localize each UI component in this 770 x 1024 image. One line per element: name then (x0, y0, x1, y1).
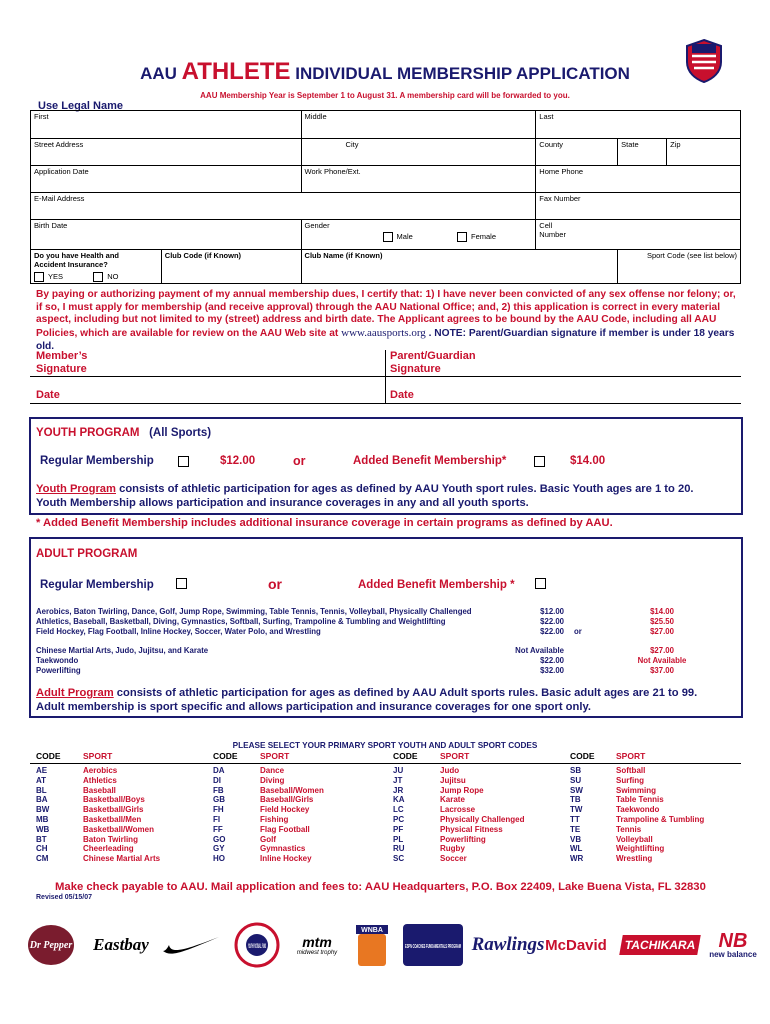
sport-code: PC (393, 815, 405, 824)
sport-name: Basketball/Boys (83, 795, 145, 805)
sport-code: FH (213, 805, 224, 815)
wnba-text: WNBA (361, 927, 383, 934)
parent-signature-label: Parent/Guardian Signature (390, 350, 476, 375)
sport-codes-table (30, 751, 741, 864)
adult-regular-checkbox[interactable] (176, 578, 187, 589)
sport-name: Softball (616, 766, 646, 775)
sport-name: Wrestling (616, 854, 653, 864)
sport-name: Surfing (616, 775, 644, 785)
youth-football-fund-logo (233, 925, 281, 965)
sport-name: Basketball/Men (83, 815, 142, 824)
youth-added-price: $14.00 (570, 455, 606, 467)
sport-code: JU (393, 766, 404, 775)
sport-code: JR (393, 785, 404, 795)
member-signature-line[interactable] (30, 376, 385, 377)
sport-code: HO (213, 854, 225, 864)
adult-price-list: Aerobics, Baton Twirling, Dance, Golf, Jump Rope, Swimming, Table Tennis, Tennis, Volleyball, Physically Challenged Athletics, Baseball, Basketball, Diving, Gymnastics, Softball, Surfing, Trampoline & Tumbling and Weightlifting Field Hockey, Flag Football, Inline Hockey, Soccer, Water Polo, and Wrestling (36, 607, 472, 636)
title-pre: AAU (140, 64, 177, 83)
parent-signature-line[interactable] (386, 376, 741, 377)
fax-field[interactable]: Fax Number (536, 193, 741, 220)
sport-code: DI (213, 775, 221, 785)
sport-code-field[interactable]: Sport Code (see list below) (618, 250, 741, 284)
sport-code: TT (570, 815, 580, 824)
sport-name: Golf (260, 834, 276, 844)
espn-text: ESPN COACHES FUNDAMENTALS PROGRAM (405, 944, 462, 950)
member-signature-label: Member’s Signature (36, 350, 88, 375)
adult-added-prices-2: $27.00 Not Available $37.00 (637, 646, 687, 675)
sport-code: JT (393, 775, 403, 785)
sport-name: Volleyball (616, 834, 653, 844)
sport-name: Judo (440, 766, 460, 775)
sport-name: Trampoline & Tumbling (616, 815, 705, 824)
city-field[interactable]: City (301, 139, 536, 166)
sport-code: SW (570, 785, 583, 795)
sport-code: CH (36, 844, 48, 854)
application-date-field[interactable]: Application Date (31, 166, 302, 193)
sport-code: BT (36, 834, 47, 844)
eastbay-logo: Eastbay (93, 935, 149, 954)
sport-codes-heading: PLEASE SELECT YOUR PRIMARY SPORT YOUTH AND ADULT SPORT CODES (232, 741, 538, 750)
aau-seal-logo (684, 38, 724, 84)
sport-name: Rugby (440, 844, 465, 854)
sport-name: Lacrosse (440, 805, 476, 815)
sport-name: Field Hockey (260, 805, 310, 815)
sport-name: Athletics (83, 775, 117, 785)
state-field[interactable]: State (618, 139, 667, 166)
sport-code: SU (570, 775, 582, 785)
sport-name: Jump Rope (440, 785, 484, 795)
nike-swoosh-icon (160, 925, 222, 965)
sport-name: Weightlifting (616, 844, 665, 854)
adult-regular-prices-2: Not Available $22.00 $32.00 (515, 646, 564, 675)
sport-code: BL (36, 785, 47, 795)
cell-number-field[interactable]: Cell Number (536, 220, 741, 250)
sport-codes-body (30, 763, 741, 864)
nfl-text: YOUTH FOOTBALL FUND (248, 944, 267, 950)
drpepper-logo (26, 925, 76, 965)
sport-name: Baseball/Girls (260, 795, 314, 805)
last-name-field[interactable]: Last (536, 111, 741, 139)
sport-code: FB (213, 785, 224, 795)
added-benefit-note: * Added Benefit Membership includes additional insurance coverage in certain programs as defined by AAU. (36, 517, 613, 529)
adult-added-checkbox[interactable] (535, 578, 546, 589)
female-checkbox[interactable] (457, 232, 467, 242)
club-name-field[interactable]: Club Name (if Known) (301, 250, 618, 284)
member-date-label: Date (36, 389, 60, 401)
date-line (30, 403, 741, 404)
sport-code: WR (570, 854, 584, 864)
sport-code: SB (570, 766, 582, 775)
sport-code: VB (570, 834, 582, 844)
sport-code: TW (570, 805, 583, 815)
sport-name: Baseball/Women (260, 785, 324, 795)
applicant-form (30, 110, 741, 284)
adult-heading: ADULT PROGRAM (36, 548, 138, 560)
payable-note: Make check payable to AAU. Mail application and fees to: AAU Headquarters, P.O. Box 22409, Lake Buena Vista, FL 32830 (55, 881, 706, 893)
sport-code: GO (213, 834, 226, 844)
sport-code: TE (570, 824, 581, 834)
youth-heading: YOUTH PROGRAM (All Sports) (36, 427, 212, 439)
sport-name: Aerobics (83, 766, 118, 775)
no-checkbox[interactable] (93, 272, 103, 282)
street-address-field[interactable]: Street Address (31, 139, 302, 166)
aau-website-link[interactable]: www.aausports.org (341, 327, 426, 340)
adult-added-label: Added Benefit Membership * (358, 579, 515, 591)
sport-code: BA (36, 795, 48, 805)
youth-regular-checkbox[interactable] (178, 456, 189, 467)
health-insurance-field: Do you have Health and Accident Insurance? YES NO (31, 250, 162, 284)
home-phone-field[interactable]: Home Phone (536, 166, 741, 193)
sport-name: Fishing (260, 815, 289, 824)
sport-code: DA (213, 766, 225, 775)
sport-name: Physically Challenged (440, 815, 525, 824)
rawlings-logo: Rawlings (471, 934, 545, 955)
sport-code: LC (393, 805, 404, 815)
email-field[interactable]: E-Mail Address (31, 193, 536, 220)
yes-checkbox[interactable] (34, 272, 44, 282)
sport-code: WL (570, 844, 583, 854)
sport-code: GY (213, 844, 225, 854)
sport-code: KA (393, 795, 405, 805)
sport-name: Gymnastics (260, 844, 306, 854)
zip-field[interactable]: Zip (667, 139, 741, 166)
sport-code: FF (213, 824, 223, 834)
title-post: INDIVIDUAL MEMBERSHIP APPLICATION (295, 64, 630, 83)
sport-name: Swimming (616, 785, 657, 795)
sport-name: Diving (260, 775, 285, 785)
sport-code: MB (36, 815, 49, 824)
membership-year-note: AAU Membership Year is September 1 to August 31. A membership card will be forwarded to you. (200, 91, 570, 100)
sport-name: Basketball/Women (83, 824, 154, 834)
middle-name-field[interactable]: Middle (301, 111, 536, 139)
work-phone-field[interactable]: Work Phone/Ext. (301, 166, 536, 193)
revised-date: Revised 05/15/07 (36, 894, 93, 901)
sport-code: RU (393, 844, 405, 854)
male-checkbox[interactable] (383, 232, 393, 242)
sport-name: Baton Twirling (83, 834, 138, 844)
drpepper-text: Dr Pepper (29, 940, 73, 951)
adult-regular-prices: $12.00 $22.00 $22.00 (540, 607, 564, 636)
new-balance-logo: NB new balance (709, 929, 757, 959)
certification-text: By paying or authorizing payment of my annual membership dues, I certify that: 1) I have never been convicted of any sex offense nor felony; or, if so, I must apply for membership (and receive approval) through the AAU National Office; and, 2) this application is correct in every material aspect, including but not limited to my (street) address and birth date. The Applicant agrees to be bound by the AAU Code, including all AAU Policies, which are available for review on the AAU Web site at www.aausports.org . NOTE: Parent/Guardian signature if member is under 18 years old. (36, 289, 736, 352)
birth-date-field[interactable]: Birth Date (31, 220, 302, 250)
use-legal-name: Use Legal Name (38, 100, 123, 112)
club-code-field[interactable]: Club Code (if Known) (161, 250, 301, 284)
title-athlete: ATHLETE (181, 58, 291, 85)
sport-name: Karate (440, 795, 465, 805)
sport-code: AT (36, 775, 47, 785)
mcdavid-logo: McDavid (545, 936, 607, 954)
sport-code: FI (213, 815, 221, 824)
youth-description: Youth Program consists of athletic participation for ages as defined by AAU Youth sport rules. Basic Youth ages are 1 to 20. Youth Membership allows participation and insurance coverages in any and all youth sports. (36, 483, 694, 509)
sport-name: Baseball (83, 785, 116, 795)
sport-name: Powerlifting (440, 834, 486, 844)
sport-code: AE (36, 766, 48, 775)
youth-or: or (293, 454, 306, 468)
gender-field: Gender Male Female (301, 220, 536, 250)
adult-price-list-2: Chinese Martial Arts, Judo, Jujitsu, and Karate Taekwondo Powerlifting (36, 646, 209, 675)
adult-description: Adult Program consists of athletic participation for ages as defined by AAU Adult sports rules. Basic adult ages are 21 to 99. Adult membership is sport specific and allows participation and insurance coverages for one sport only. (36, 687, 698, 713)
sport-name: Flag Football (260, 824, 310, 834)
sport-code: PF (393, 824, 404, 834)
signature-divider (385, 350, 386, 403)
youth-added-checkbox[interactable] (534, 456, 545, 467)
sport-code: BW (36, 805, 50, 815)
wnba-logo (350, 925, 394, 965)
adult-regular-label: Regular Membership (40, 579, 154, 591)
sport-name: Taekwondo (616, 805, 660, 815)
sport-code: PL (393, 834, 404, 844)
adult-or: or (268, 576, 282, 592)
espn-logo (400, 925, 466, 965)
county-field[interactable]: County (536, 139, 618, 166)
sport-name: Table Tennis (616, 795, 664, 805)
adult-added-prices: $14.00 $25.50 $27.00 (650, 607, 674, 636)
mtm-logo: mtm midwest trophy (296, 934, 338, 956)
youth-added-label: Added Benefit Membership* (353, 455, 507, 467)
sport-name: Jujitsu (440, 775, 466, 785)
sport-code: WB (36, 824, 50, 834)
sport-code: CM (36, 854, 49, 864)
tachikara-logo: TACHIKARA (628, 925, 692, 965)
sport-code: SC (393, 854, 405, 864)
parent-date-label: Date (390, 389, 414, 401)
sport-name: Inline Hockey (260, 854, 312, 864)
sport-name: Soccer (440, 854, 467, 864)
youth-regular-price: $12.00 (220, 455, 256, 467)
youth-regular-label: Regular Membership (40, 455, 154, 467)
sport-code: TB (570, 795, 581, 805)
sport-codes-header: CODE SPORT CODE SPORT CODE SPORT CODE SPORT (36, 751, 646, 761)
sport-name: Cheerleading (83, 844, 134, 854)
page-title (0, 58, 770, 86)
sport-name: Tennis (616, 824, 642, 834)
sport-name: Dance (260, 766, 285, 775)
sport-name: Physical Fitness (440, 824, 503, 834)
first-name-field[interactable]: First (31, 111, 302, 139)
sport-name: Basketball/Girls (83, 805, 144, 815)
sport-name: Chinese Martial Arts (83, 854, 161, 864)
sport-code: GB (213, 795, 225, 805)
adult-or-small: or (574, 627, 582, 636)
